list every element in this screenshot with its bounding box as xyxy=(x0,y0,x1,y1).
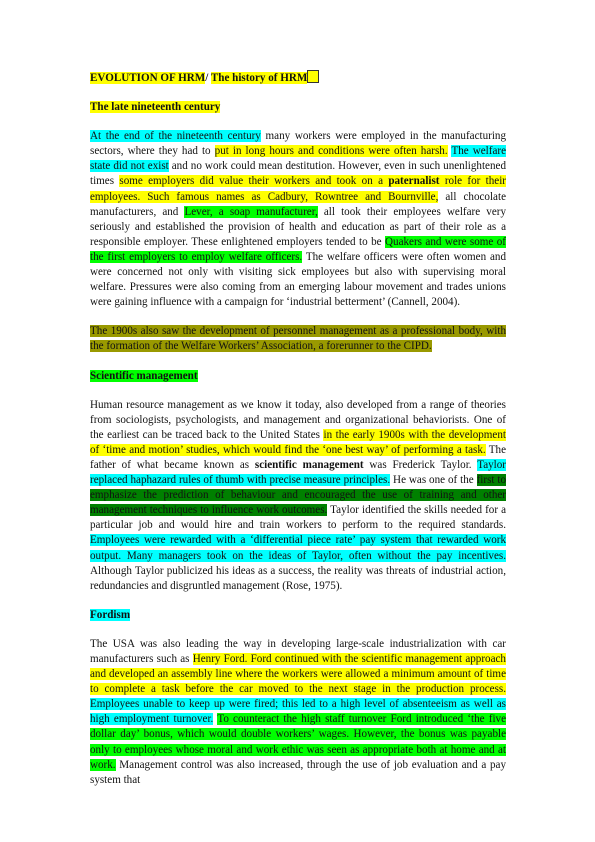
text-run: Henry Ford. Ford continued with the scientific management approach and developed an assembly line where the workers were allowed a minimum amount of time to complete a task before the car moved to the next stage in the production process. xyxy=(90,653,506,696)
document-title xyxy=(90,70,506,86)
section-heading-fordism xyxy=(90,608,506,623)
text-run: Although Taylor publicized his ideas as a success, the reality was threats of industrial action, redundancies and disgruntled management (Rose, 1975). xyxy=(90,564,506,592)
section-heading-text: The late nineteenth century xyxy=(90,101,221,114)
text-run: Management control was also increased, through the use of job evaluation and a pay system that xyxy=(90,758,506,786)
paragraph-personnel-management xyxy=(90,324,506,354)
section-heading-text: Scientific management xyxy=(90,369,198,382)
text-run: The welfare officers were often women and were concerned not only with visiting sick employees but also with supervising moral welfare. Pressures were also coming from an emerging labour movement and trades unions were gaining influence with a campaign for ‘industrial betterment’ (Cannell, 2004). xyxy=(90,250,506,309)
text-run: role for their employees. Such famous names as Cadbury, Rowntree and Bournville, xyxy=(90,175,507,203)
text-run: first to emphasize the prediction of behaviour and encouraged the use of training and other management techniques to influence work outcomes. xyxy=(90,474,506,517)
text-run: all took their employees welfare very seriously and established the provision of health and education as part of their role as a responsible employer. These enlightened employers tended to be xyxy=(90,205,506,248)
text-run: Employees were rewarded with a ‘differential piece rate’ pay system that rewarded work output. Many managers took on the ideas of Taylor, often without the pay incentives. xyxy=(90,534,506,562)
text-run: The USA was also leading the way in developing large-scale industrialization with car manufacturers such as xyxy=(90,637,506,665)
text-run-bold: paternalist xyxy=(388,175,440,188)
text-run: The welfare state did not exist xyxy=(90,145,507,173)
text-run: Taylor identified the skills needed for a particular job and would hire and train workers to perform to the required standards. xyxy=(90,504,506,532)
paragraph-scientific-management xyxy=(90,398,506,594)
text-run: all chocolate manufacturers, and xyxy=(90,190,506,218)
text-run: Lever, a soap manufacturer, xyxy=(184,205,318,218)
text-run: At the end of the nineteenth century xyxy=(90,130,261,143)
text-run: Taylor replaced haphazard rules of thumb with precise measure principles. xyxy=(90,458,506,487)
text-run: in the early 1900s with the development of ‘time and motion’ studies, which would find the ‘one best way’ of performing a task. xyxy=(90,428,506,456)
paragraph-fordism xyxy=(90,637,506,788)
title-part-1: EVOLUTION OF HRM xyxy=(90,72,206,84)
text-run: He was one of the xyxy=(390,474,477,487)
section-heading-late-nineteenth xyxy=(90,100,506,115)
text-run-bold: scientific management xyxy=(254,458,364,471)
text-run: To counteract the high staff turnover Ford introduced ‘the five dollar day’ bonus, which would double workers’ wages. However, the bonus was payable only to employees whose moral and work ethic was seen as appropriate both at home and at work. xyxy=(90,713,507,771)
text-run: was Frederick Taylor. xyxy=(363,458,478,471)
text-run: put in long hours and conditions were often harsh. xyxy=(214,145,448,158)
text-run: Human resource management as we know it today, also developed from a range of theories from sociologists, psychologists, and management and organizational behaviorists. One of the earliest can be traced back to the United States xyxy=(90,398,506,441)
document-body xyxy=(90,70,506,802)
text-run: some employers did value their workers and took on a xyxy=(119,175,389,188)
text-run: Quakers and were some of the first employers to employ welfare officers. xyxy=(90,235,506,263)
title-part-2: The history of HRM xyxy=(210,72,308,84)
text-run: The 1900s also saw the development of personnel management as a professional body, with the formation of the Welfare Workers’ Association, a forerunner to the CIPD. xyxy=(90,325,506,353)
text-run: The father of what became known as xyxy=(90,443,506,471)
text-run: and no work could mean destitution. However, even in such unenlightened times xyxy=(90,160,506,188)
text-run: many workers were employed in the manufacturing sectors, where they had to xyxy=(90,130,506,158)
missing-glyph-icon xyxy=(307,70,319,83)
section-heading-text: Fordism xyxy=(90,608,131,621)
section-heading-scientific-management xyxy=(90,369,506,384)
text-run: Employees unable to keep up were fired; this led to a high level of absenteeism as well as high employment turnover. xyxy=(90,698,506,726)
title-separator: / xyxy=(205,72,211,84)
paragraph-late-nineteenth xyxy=(90,129,506,310)
